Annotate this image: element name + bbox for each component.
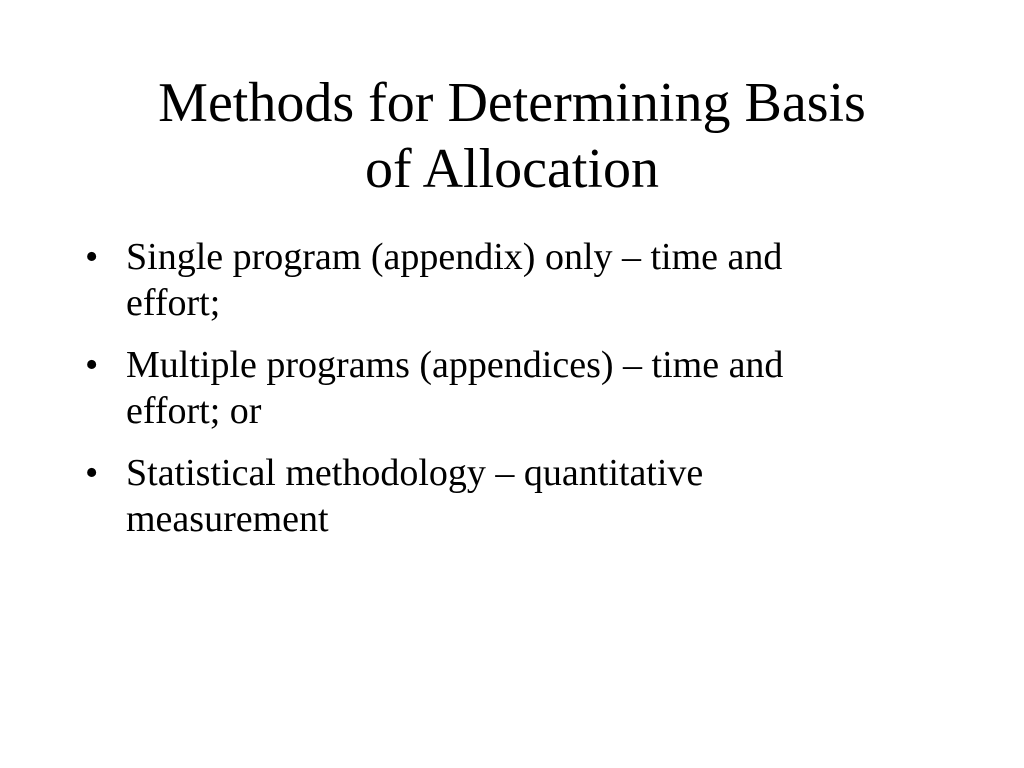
bullet-item-single-program — [85, 234, 965, 326]
bullet-text-line: effort; or — [126, 390, 262, 432]
bullet-list — [85, 234, 965, 558]
bullet-item-multiple-programs — [85, 342, 965, 434]
bullet-text-line: effort; — [126, 282, 221, 324]
slide-title — [60, 70, 964, 202]
bullet-text-line: Single program (appendix) only – time and — [126, 236, 783, 278]
bullet-dot-icon: • — [85, 344, 99, 386]
bullet-dot-icon: • — [85, 236, 99, 278]
bullet-dot-icon: • — [85, 452, 99, 494]
bullet-item-statistical-methodology — [85, 450, 965, 542]
slide-title-line: of Allocation — [365, 138, 659, 200]
bullet-text-line: Statistical methodology – quantitative — [126, 452, 704, 494]
bullet-text-line: Multiple programs (appendices) – time and — [126, 344, 784, 386]
bullet-text-line: measurement — [126, 498, 329, 540]
slide-title-line: Methods for Determining Basis — [158, 72, 866, 134]
